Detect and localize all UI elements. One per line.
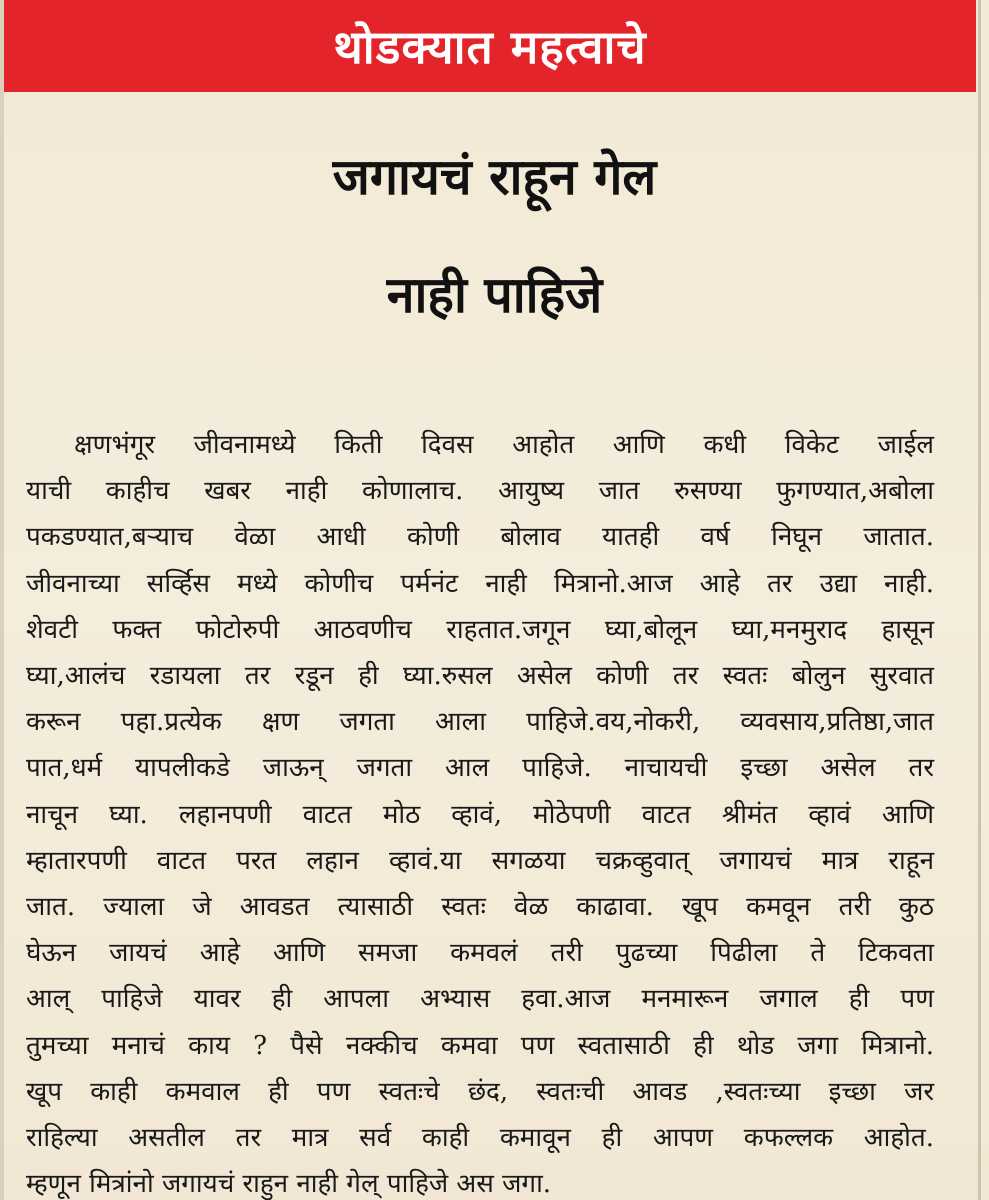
article-line: आल् पाहिजे यावर ही आपला अभ्यास हवा.आज मनमारून जगाल ही पण bbox=[26, 984, 934, 1015]
article-line: जीवनाच्या सर्व्हिस मध्ये कोणीच पर्मनंट नाही मित्रानो.आज आहे तर उद्या नाही. bbox=[26, 568, 934, 599]
article-body bbox=[26, 422, 934, 1200]
article-line: म्हातारपणी वाटत परत लहान व्हावं.या सगळया चक्रव्हुवात् जगायचं मात्र राहून bbox=[26, 845, 934, 876]
article-line: नाचून घ्या. लहानपणी वाटत मोठ व्हावं, मोठेपणी वाटत श्रीमंत व्हावं आणि bbox=[26, 799, 934, 830]
article-line: करून पहा.प्रत्येक क्षण जगता आला पाहिजे.वय,नोकरी, व्यवसाय,प्रतिष्ठा,जात bbox=[26, 707, 934, 738]
section-header-bar bbox=[4, 0, 976, 92]
headline-line-1: जगायचं राहून गेल bbox=[332, 148, 657, 206]
headline bbox=[0, 118, 989, 354]
article-line: क्षणभंगूर जीवनामध्ये किती दिवस आहोत आणि कधी विकेट जाईल bbox=[74, 430, 934, 460]
article-line: याची काहीच खबर नाही कोणालाच. आयुष्य जात रुसण्या फुगण्यात,अबोला bbox=[26, 476, 934, 507]
article-line: राहिल्या असतील तर मात्र सर्व काही कमावून ही आपण कफल्लक आहोत. bbox=[26, 1123, 934, 1154]
article-line: म्हणून मित्रांनो जगायचं राहुन नाही गेल् पाहिजे अस जगा. bbox=[26, 1169, 552, 1200]
section-header-title: थोडक्यात महत्वाचे bbox=[333, 20, 647, 74]
article-line: खूप काही कमवाल ही पण स्वतःचे छंद, स्वतःची आवड ,स्वतःच्या इच्छा जर bbox=[26, 1076, 934, 1107]
article-line: तुमच्या मनाचं काय ? पैसे नक्कीच कमवा पण स्वतासाठी ही थोड जगा मित्रानो. bbox=[26, 1030, 934, 1061]
article-line: घ्या,आलंच रडायला तर रडून ही घ्या.रुसल असेल कोणी तर स्वतः बोलुन सुरवात bbox=[26, 661, 934, 692]
article-line: पात,धर्म यापलीकडे जाऊन् जगता आल पाहिजे. नाचायची इच्छा असेल तर bbox=[26, 753, 934, 784]
article-line: शेवटी फक्त फोटोरुपी आठवणीच राहतात.जगून घ्या,बोलून घ्या,मनमुराद हासून bbox=[26, 614, 934, 645]
article-line: जात. ज्याला जे आवडत त्यासाठी स्वतः वेळ काढावा. खूप कमवून तरी कुठ bbox=[26, 892, 934, 923]
article-line: पकडण्यात,बऱ्याच वेळा आधी कोणी बोलाव यातही वर्ष निघून जातात. bbox=[26, 522, 934, 553]
headline-line-2: नाही पाहिजे bbox=[386, 266, 603, 324]
article-line: घेऊन जायचं आहे आणि समजा कमवलं तरी पुढच्या पिढीला ते टिकवता bbox=[26, 938, 934, 969]
